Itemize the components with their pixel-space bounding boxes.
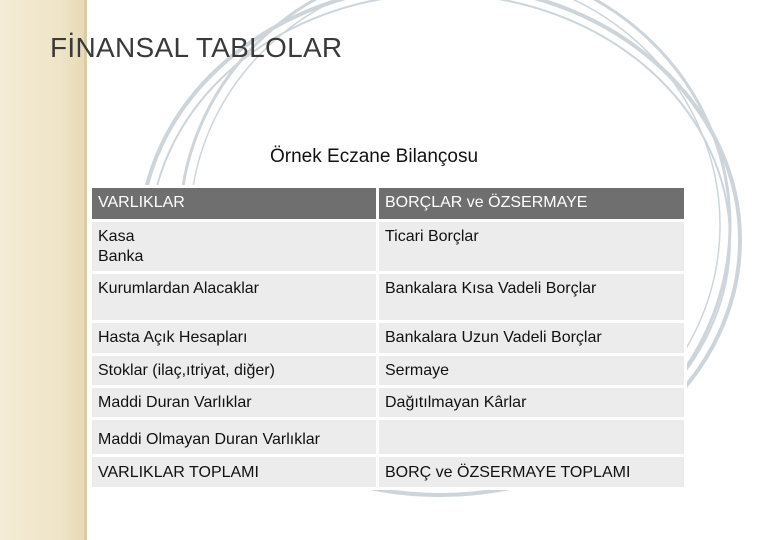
asset-label: Maddi Duran Varlıklar [98,394,252,411]
assets-total-label: VARLIKLAR TOPLAMI [98,463,259,481]
asset-label: Kurumlardan Alacaklar [98,280,259,297]
table-header-row [91,187,686,221]
header-liabilities-equity: BORÇLAR ve ÖZSERMAYE [378,187,686,221]
liability-cell [378,387,686,419]
liabilities-total-label: BORÇ ve ÖZSERMAYE TOPLAMI [385,463,631,481]
liability-cell [378,322,686,355]
asset-label: Stoklar (ilaç,ıtriyat, diğer) [98,362,275,379]
asset-cell [91,221,378,273]
liability-total-cell [378,456,686,489]
liability-label: Bankalara Kısa Vadeli Borçlar [385,280,597,297]
balance-sheet-table [89,185,687,490]
liability-cell [378,419,686,456]
table-row [91,387,686,419]
liability-cell [378,355,686,387]
asset-cell [91,387,378,419]
liability-label: Dağıtılmayan Kârlar [385,394,527,411]
liability-label: Bankalara Uzun Vadeli Borçlar [385,329,602,346]
asset-label: Hasta Açık Hesapları [98,329,248,346]
header-assets: VARLIKLAR [91,187,378,221]
liability-cell [378,273,686,322]
asset-total-cell [91,456,378,489]
table-row [91,273,686,322]
liability-cell [378,221,686,273]
table-caption: Örnek Eczane Bilançosu [270,146,479,167]
page-title: FİNANSAL TABLOLAR [50,32,343,63]
asset-cell [91,273,378,322]
asset-label: Banka [98,248,144,265]
table-row [91,221,686,273]
asset-cell [91,419,378,456]
liability-label: Sermaye [385,362,450,379]
table-row [91,456,686,489]
asset-label: Maddi Olmayan Duran Varlıklar [98,431,321,448]
liability-label: Ticari Borçlar [385,228,479,245]
table-row [91,419,686,456]
asset-cell [91,355,378,387]
table-row [91,355,686,387]
asset-cell [91,322,378,355]
asset-label: Kasa [98,228,135,245]
table-row [91,322,686,355]
